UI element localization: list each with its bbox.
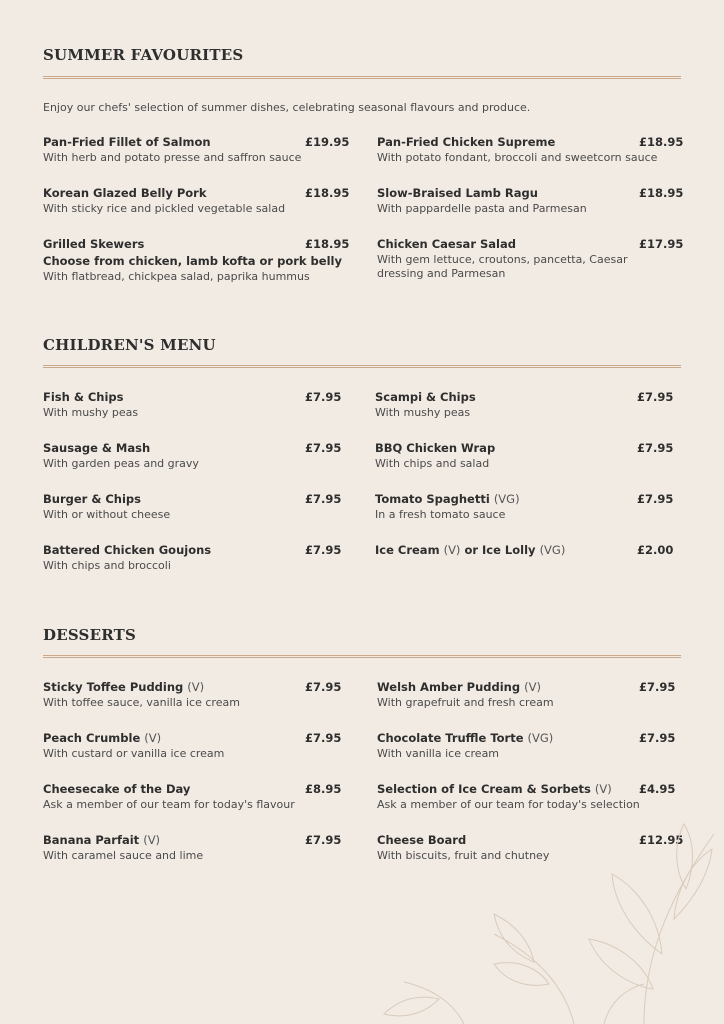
- item-description: With mushy peas: [43, 406, 139, 419]
- item-name: BBQ Chicken Wrap: [375, 441, 496, 455]
- item-description: With garden peas and gravy: [43, 457, 199, 470]
- item-description: With custard or vanilla ice cream: [43, 747, 225, 760]
- item-price: £2.00: [637, 543, 674, 557]
- item-name: [43, 832, 343, 849]
- item-price: £4.95: [639, 782, 676, 796]
- item-description: With mushy peas: [375, 406, 471, 419]
- item-price: £7.95: [639, 680, 676, 694]
- menu-item: [377, 185, 684, 216]
- item-name: [43, 730, 343, 747]
- menu-item: [43, 730, 343, 761]
- item-price: £17.95: [639, 237, 684, 251]
- item-name-text: Tomato Spaghetti: [375, 492, 490, 506]
- menu-item: [375, 542, 675, 559]
- dietary-tag: (V): [594, 782, 612, 796]
- childrens-section: [43, 336, 681, 586]
- divider: [43, 76, 681, 79]
- item-description: Ask a member of our team for today's selection: [377, 798, 640, 811]
- item-price: £7.95: [637, 492, 674, 506]
- item-name: Burger & Chips: [43, 492, 142, 506]
- dietary-tag: (V): [144, 731, 162, 745]
- divider: [43, 365, 681, 368]
- menu-item: [43, 134, 350, 165]
- item-price: £7.95: [305, 833, 342, 847]
- item-name: Grilled Skewers: [43, 237, 145, 251]
- item-name: Chicken Caesar Salad: [377, 237, 516, 251]
- item-name: Slow-Braised Lamb Ragu: [377, 186, 538, 200]
- item-description: With herb and potato presse and saffron sauce: [43, 151, 302, 164]
- item-name: [43, 679, 343, 696]
- item-description: With biscuits, fruit and chutney: [377, 849, 550, 862]
- item-price: £18.95: [305, 186, 350, 200]
- item-name-text: Chocolate Truffle Torte: [377, 731, 524, 745]
- item-name-text: Sticky Toffee Pudding: [43, 680, 184, 694]
- item-description: With or without cheese: [43, 508, 171, 521]
- dietary-tag: (VG): [539, 543, 566, 557]
- item-price: £12.95: [639, 833, 684, 847]
- item-description: With vanilla ice cream: [377, 747, 500, 760]
- item-options: Choose from chicken, lamb kofta or pork belly: [43, 254, 342, 268]
- item-description: Ask a member of our team for today's flavour: [43, 798, 295, 811]
- item-name: Scampi & Chips: [375, 390, 476, 404]
- item-price: £7.95: [305, 390, 342, 404]
- item-description: With toffee sauce, vanilla ice cream: [43, 696, 240, 709]
- item-name-text: Peach Crumble: [43, 731, 141, 745]
- dietary-tag: (V): [524, 680, 541, 694]
- menu-item: [375, 491, 675, 522]
- item-price: £7.95: [305, 543, 342, 557]
- item-name: Battered Chicken Goujons: [43, 543, 212, 557]
- menu-item: [377, 236, 684, 281]
- item-description: In a fresh tomato sauce: [375, 508, 506, 521]
- dietary-tag: (VG): [493, 492, 520, 506]
- menu-item: [43, 832, 343, 863]
- menu-item: [377, 134, 684, 165]
- item-price: £7.95: [637, 441, 674, 455]
- item-description: With caramel sauce and lime: [43, 849, 204, 862]
- item-name-text: Welsh Amber Pudding: [377, 680, 521, 694]
- item-price: £18.95: [639, 186, 684, 200]
- item-conjunction: or: [464, 543, 479, 557]
- item-price: £19.95: [305, 135, 350, 149]
- menu-item: [377, 679, 677, 710]
- item-name: Cheesecake of the Day: [43, 782, 191, 796]
- item-name: [377, 781, 677, 798]
- dietary-tag: (VG): [527, 731, 554, 745]
- item-name: Pan-Fried Fillet of Salmon: [43, 135, 211, 149]
- item-name: Pan-Fried Chicken Supreme: [377, 135, 556, 149]
- item-description: With potato fondant, broccoli and sweetcorn sauce: [377, 151, 658, 164]
- item-name: [377, 730, 677, 747]
- menu-item: [377, 781, 677, 812]
- item-name: [375, 491, 675, 508]
- item-description: With chips and salad: [375, 457, 490, 470]
- menu-item: [375, 389, 675, 420]
- dietary-tag: (V): [187, 680, 205, 694]
- menu-item: [43, 781, 343, 812]
- section-intro: Enjoy our chefs' selection of summer dishes, celebrating seasonal flavours and produce.: [43, 101, 531, 114]
- item-price: £7.95: [639, 731, 676, 745]
- summer-section: [43, 46, 684, 296]
- item-price: £18.95: [305, 237, 350, 251]
- section-title: CHILDREN'S MENU: [43, 336, 216, 354]
- item-name: [375, 542, 675, 559]
- menu-item: [43, 679, 343, 710]
- menu-item: [43, 389, 343, 420]
- item-name-text-2: Ice Lolly: [482, 543, 536, 557]
- item-price: £7.95: [305, 492, 342, 506]
- item-description: With chips and broccoli: [43, 559, 171, 572]
- item-name: Korean Glazed Belly Pork: [43, 186, 207, 200]
- section-title: DESSERTS: [43, 626, 137, 644]
- item-price: £7.95: [305, 441, 342, 455]
- divider: [43, 655, 681, 658]
- item-name-text: Selection of Ice Cream & Sorbets: [377, 782, 591, 796]
- item-description: With grapefruit and fresh cream: [377, 696, 554, 709]
- item-name-text: Banana Parfait: [43, 833, 140, 847]
- dietary-tag: (V): [443, 543, 461, 557]
- item-description: With pappardelle pasta and Parmesan: [377, 202, 587, 215]
- item-name: Sausage & Mash: [43, 441, 151, 455]
- item-description: With gem lettuce, croutons, pancetta, Caesar dressing and Parmesan: [377, 253, 628, 280]
- dietary-tag: (V): [143, 833, 161, 847]
- menu-item: [377, 730, 677, 761]
- item-price: £7.95: [305, 680, 342, 694]
- section-title: SUMMER FAVOURITES: [43, 46, 244, 64]
- menu-item: [43, 440, 343, 471]
- item-price: £18.95: [639, 135, 684, 149]
- item-price: £8.95: [305, 782, 342, 796]
- item-name: [377, 679, 677, 696]
- item-price: £7.95: [305, 731, 342, 745]
- menu-item: [43, 185, 350, 216]
- item-name-text: Ice Cream: [375, 543, 440, 557]
- menu-item: [43, 236, 350, 284]
- menu-item: [43, 542, 343, 573]
- menu-item: [43, 491, 343, 522]
- item-description: With sticky rice and pickled vegetable salad: [43, 202, 286, 215]
- menu-item: [375, 440, 675, 471]
- item-description: With flatbread, chickpea salad, paprika hummus: [43, 270, 310, 283]
- item-price: £7.95: [637, 390, 674, 404]
- leaf-sprig-icon: [344, 814, 724, 1024]
- item-name: Cheese Board: [377, 833, 467, 847]
- item-name: Fish & Chips: [43, 390, 124, 404]
